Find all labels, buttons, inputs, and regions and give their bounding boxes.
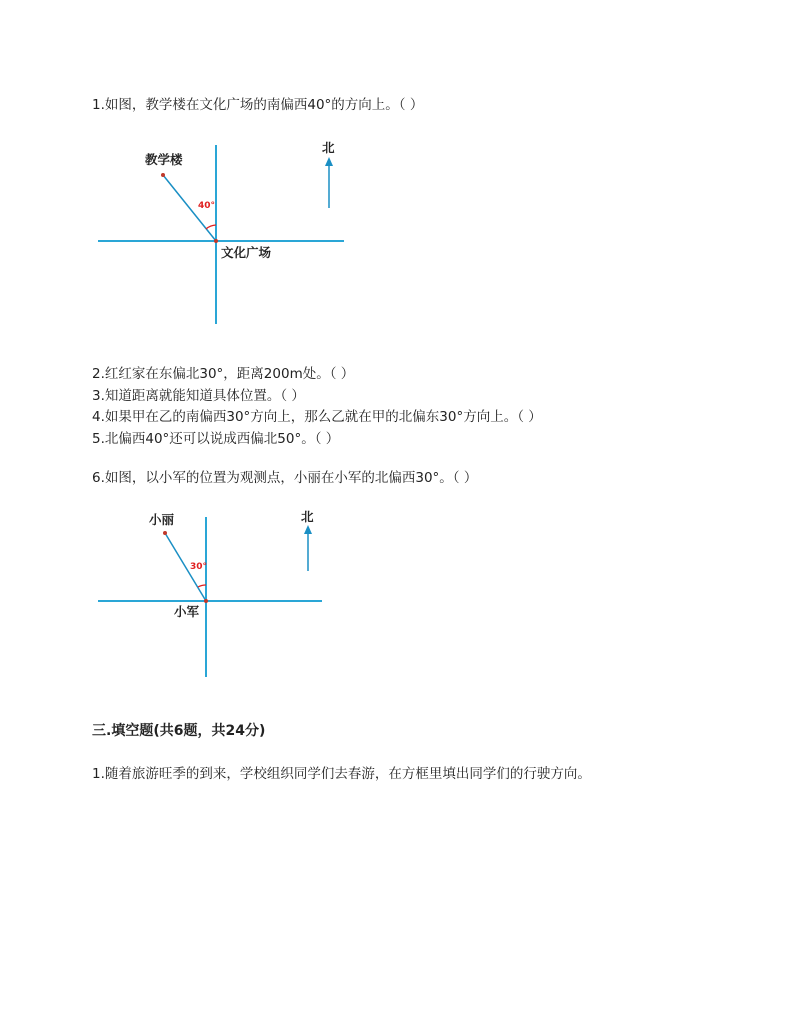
center-marker	[204, 599, 208, 603]
center-label: 文化广场	[221, 245, 272, 260]
question-2: 2.红红家在东偏北30°，距离200m处。（ ）	[92, 366, 355, 382]
center-label: 小军	[174, 604, 200, 619]
north-label: 北	[301, 509, 314, 524]
point-label: 小丽	[149, 512, 175, 527]
question-6: 6.如图，以小军的位置为观测点，小丽在小军的北偏西30°。（ ）	[92, 470, 478, 486]
center-marker	[214, 239, 218, 243]
question-4: 4.如果甲在乙的南偏西30°方向上，那么乙就在甲的北偏东30°方向上。（ ）	[92, 409, 542, 425]
north-label: 北	[322, 140, 335, 155]
point-marker	[161, 173, 165, 177]
question-3: 3.知道距离就能知道具体位置。（ ）	[92, 388, 305, 404]
direction-diagram-2	[92, 505, 332, 685]
question-1: 1.如图，教学楼在文化广场的南偏西40°的方向上。（ ）	[92, 97, 424, 113]
angle-label: 30°	[190, 562, 208, 572]
angle-label: 40°	[198, 201, 216, 211]
point-label: 教学楼	[145, 152, 183, 167]
north-arrow-head-icon	[325, 157, 333, 166]
question-5: 5.北偏西40°还可以说成西偏北50°。（ ）	[92, 431, 340, 447]
direction-diagram-1	[90, 140, 350, 340]
angle-arc	[206, 225, 216, 229]
north-arrow-head-icon	[304, 525, 312, 534]
angle-arc	[198, 585, 206, 587]
fill-question-1: 1.随着旅游旺季的到来，学校组织同学们去春游，在方框里填出同学们的行驶方向。	[92, 766, 591, 782]
section-heading: 三.填空题(共6题，共24分)	[92, 723, 266, 739]
point-marker	[163, 531, 167, 535]
